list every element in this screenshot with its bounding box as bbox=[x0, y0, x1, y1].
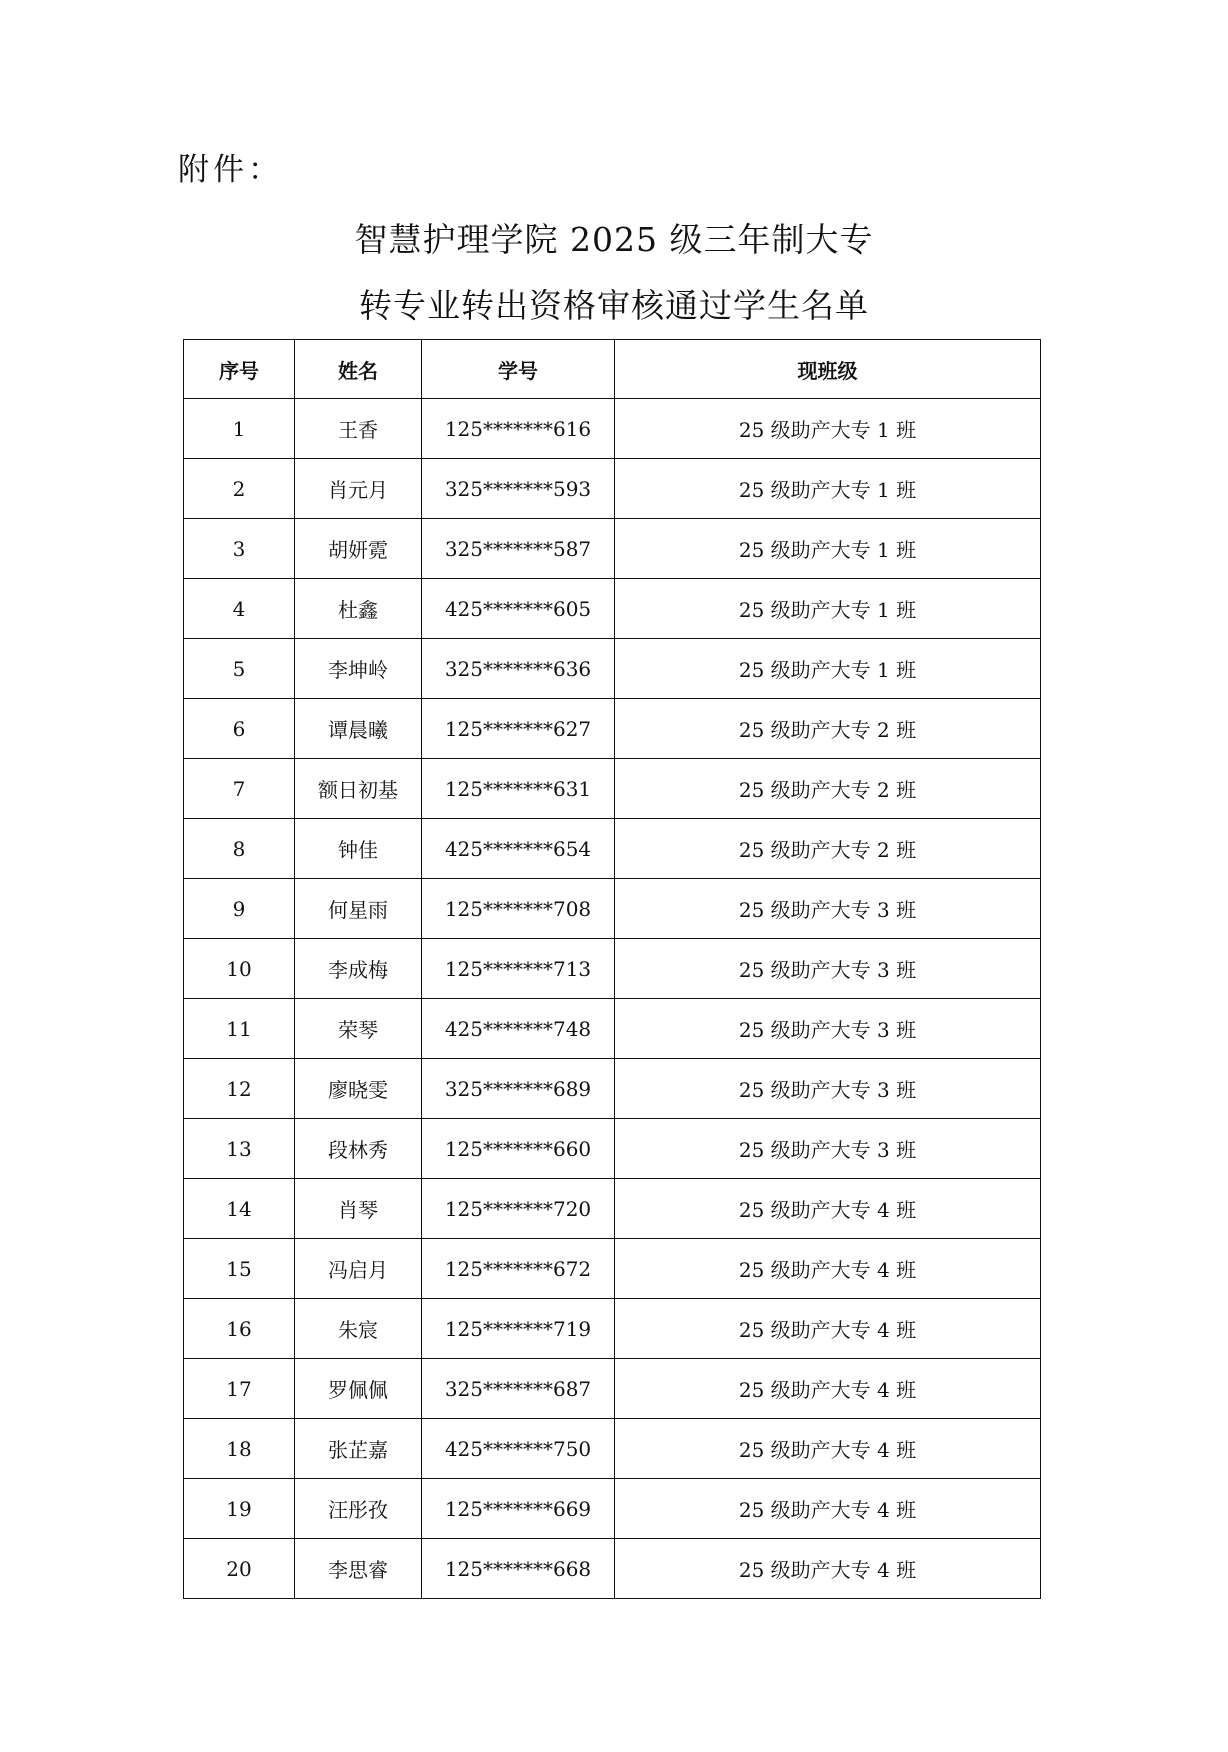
cell-serial-number: 8 bbox=[184, 819, 295, 879]
cell-current-class: 25 级助产大专 4 班 bbox=[615, 1179, 1041, 1239]
cell-current-class: 25 级助产大专 4 班 bbox=[615, 1239, 1041, 1299]
cell-student-id: 425*******654 bbox=[422, 819, 615, 879]
table-row bbox=[184, 1179, 1041, 1239]
table-row bbox=[184, 1479, 1041, 1539]
cell-serial-number: 19 bbox=[184, 1479, 295, 1539]
cell-serial-number: 3 bbox=[184, 519, 295, 579]
table-row bbox=[184, 459, 1041, 519]
cell-student-id: 125*******627 bbox=[422, 699, 615, 759]
cell-student-id: 425*******748 bbox=[422, 999, 615, 1059]
cell-current-class: 25 级助产大专 4 班 bbox=[615, 1299, 1041, 1359]
cell-name: 额日初基 bbox=[295, 759, 422, 819]
cell-current-class: 25 级助产大专 1 班 bbox=[615, 639, 1041, 699]
cell-name: 胡妍霓 bbox=[295, 519, 422, 579]
cell-name: 汪彤孜 bbox=[295, 1479, 422, 1539]
cell-current-class: 25 级助产大专 1 班 bbox=[615, 399, 1041, 459]
cell-serial-number: 11 bbox=[184, 999, 295, 1059]
cell-current-class: 25 级助产大专 3 班 bbox=[615, 999, 1041, 1059]
cell-serial-number: 18 bbox=[184, 1419, 295, 1479]
cell-current-class: 25 级助产大专 3 班 bbox=[615, 939, 1041, 999]
cell-serial-number: 13 bbox=[184, 1119, 295, 1179]
cell-student-id: 425*******605 bbox=[422, 579, 615, 639]
table-row bbox=[184, 519, 1041, 579]
cell-serial-number: 17 bbox=[184, 1359, 295, 1419]
cell-name: 朱宸 bbox=[295, 1299, 422, 1359]
cell-current-class: 25 级助产大专 2 班 bbox=[615, 699, 1041, 759]
cell-name: 杜鑫 bbox=[295, 579, 422, 639]
cell-serial-number: 10 bbox=[184, 939, 295, 999]
attachment-label: 附件： bbox=[178, 152, 283, 188]
cell-serial-number: 15 bbox=[184, 1239, 295, 1299]
cell-student-id: 425*******750 bbox=[422, 1419, 615, 1479]
table-row bbox=[184, 939, 1041, 999]
cell-serial-number: 2 bbox=[184, 459, 295, 519]
cell-serial-number: 6 bbox=[184, 699, 295, 759]
cell-current-class: 25 级助产大专 3 班 bbox=[615, 1119, 1041, 1179]
cell-student-id: 125*******719 bbox=[422, 1299, 615, 1359]
cell-serial-number: 7 bbox=[184, 759, 295, 819]
cell-name: 李坤岭 bbox=[295, 639, 422, 699]
table-row bbox=[184, 1539, 1041, 1599]
table-row bbox=[184, 1059, 1041, 1119]
cell-serial-number: 14 bbox=[184, 1179, 295, 1239]
cell-current-class: 25 级助产大专 3 班 bbox=[615, 879, 1041, 939]
cell-student-id: 125*******631 bbox=[422, 759, 615, 819]
cell-current-class: 25 级助产大专 2 班 bbox=[615, 819, 1041, 879]
cell-serial-number: 5 bbox=[184, 639, 295, 699]
cell-student-id: 125*******616 bbox=[422, 399, 615, 459]
cell-student-id: 325*******689 bbox=[422, 1059, 615, 1119]
cell-name: 肖琴 bbox=[295, 1179, 422, 1239]
cell-current-class: 25 级助产大专 4 班 bbox=[615, 1359, 1041, 1419]
cell-serial-number: 1 bbox=[184, 399, 295, 459]
cell-name: 肖元月 bbox=[295, 459, 422, 519]
table-row bbox=[184, 1419, 1041, 1479]
header-serial-number: 序号 bbox=[184, 340, 295, 399]
cell-name: 罗佩佩 bbox=[295, 1359, 422, 1419]
table-row bbox=[184, 1359, 1041, 1419]
cell-current-class: 25 级助产大专 2 班 bbox=[615, 759, 1041, 819]
table-header-row bbox=[184, 340, 1041, 399]
cell-current-class: 25 级助产大专 1 班 bbox=[615, 459, 1041, 519]
cell-name: 谭晨曦 bbox=[295, 699, 422, 759]
cell-student-id: 325*******587 bbox=[422, 519, 615, 579]
table-row bbox=[184, 639, 1041, 699]
cell-name: 廖晓雯 bbox=[295, 1059, 422, 1119]
student-list-table bbox=[183, 339, 1041, 1599]
table-row bbox=[184, 1299, 1041, 1359]
cell-name: 张芷嘉 bbox=[295, 1419, 422, 1479]
header-name: 姓名 bbox=[295, 340, 422, 399]
cell-current-class: 25 级助产大专 4 班 bbox=[615, 1539, 1041, 1599]
cell-student-id: 325*******593 bbox=[422, 459, 615, 519]
cell-student-id: 125*******713 bbox=[422, 939, 615, 999]
cell-name: 钟佳 bbox=[295, 819, 422, 879]
cell-name: 王香 bbox=[295, 399, 422, 459]
table-row bbox=[184, 1239, 1041, 1299]
cell-current-class: 25 级助产大专 1 班 bbox=[615, 519, 1041, 579]
document-title-line-2: 转专业转出资格审核通过学生名单 bbox=[359, 286, 869, 325]
cell-student-id: 125*******668 bbox=[422, 1539, 615, 1599]
cell-current-class: 25 级助产大专 4 班 bbox=[615, 1419, 1041, 1479]
cell-current-class: 25 级助产大专 3 班 bbox=[615, 1059, 1041, 1119]
cell-student-id: 125*******669 bbox=[422, 1479, 615, 1539]
table-row bbox=[184, 399, 1041, 459]
cell-serial-number: 16 bbox=[184, 1299, 295, 1359]
cell-name: 李思睿 bbox=[295, 1539, 422, 1599]
cell-serial-number: 4 bbox=[184, 579, 295, 639]
cell-student-id: 125*******672 bbox=[422, 1239, 615, 1299]
cell-name: 冯启月 bbox=[295, 1239, 422, 1299]
cell-student-id: 325*******687 bbox=[422, 1359, 615, 1419]
table-row bbox=[184, 819, 1041, 879]
cell-name: 荣琴 bbox=[295, 999, 422, 1059]
header-current-class: 现班级 bbox=[615, 340, 1041, 399]
cell-name: 李成梅 bbox=[295, 939, 422, 999]
table-row bbox=[184, 999, 1041, 1059]
table-row bbox=[184, 879, 1041, 939]
cell-student-id: 325*******636 bbox=[422, 639, 615, 699]
table-row bbox=[184, 1119, 1041, 1179]
cell-current-class: 25 级助产大专 4 班 bbox=[615, 1479, 1041, 1539]
cell-current-class: 25 级助产大专 1 班 bbox=[615, 579, 1041, 639]
table-row bbox=[184, 759, 1041, 819]
cell-serial-number: 9 bbox=[184, 879, 295, 939]
header-student-id: 学号 bbox=[422, 340, 615, 399]
cell-student-id: 125*******720 bbox=[422, 1179, 615, 1239]
cell-name: 何星雨 bbox=[295, 879, 422, 939]
cell-student-id: 125*******708 bbox=[422, 879, 615, 939]
cell-student-id: 125*******660 bbox=[422, 1119, 615, 1179]
document-title-line-1: 智慧护理学院 2025 级三年制大专 bbox=[354, 220, 874, 259]
table-row bbox=[184, 579, 1041, 639]
cell-serial-number: 12 bbox=[184, 1059, 295, 1119]
table-body bbox=[184, 399, 1041, 1599]
cell-name: 段林秀 bbox=[295, 1119, 422, 1179]
cell-serial-number: 20 bbox=[184, 1539, 295, 1599]
table-row bbox=[184, 699, 1041, 759]
